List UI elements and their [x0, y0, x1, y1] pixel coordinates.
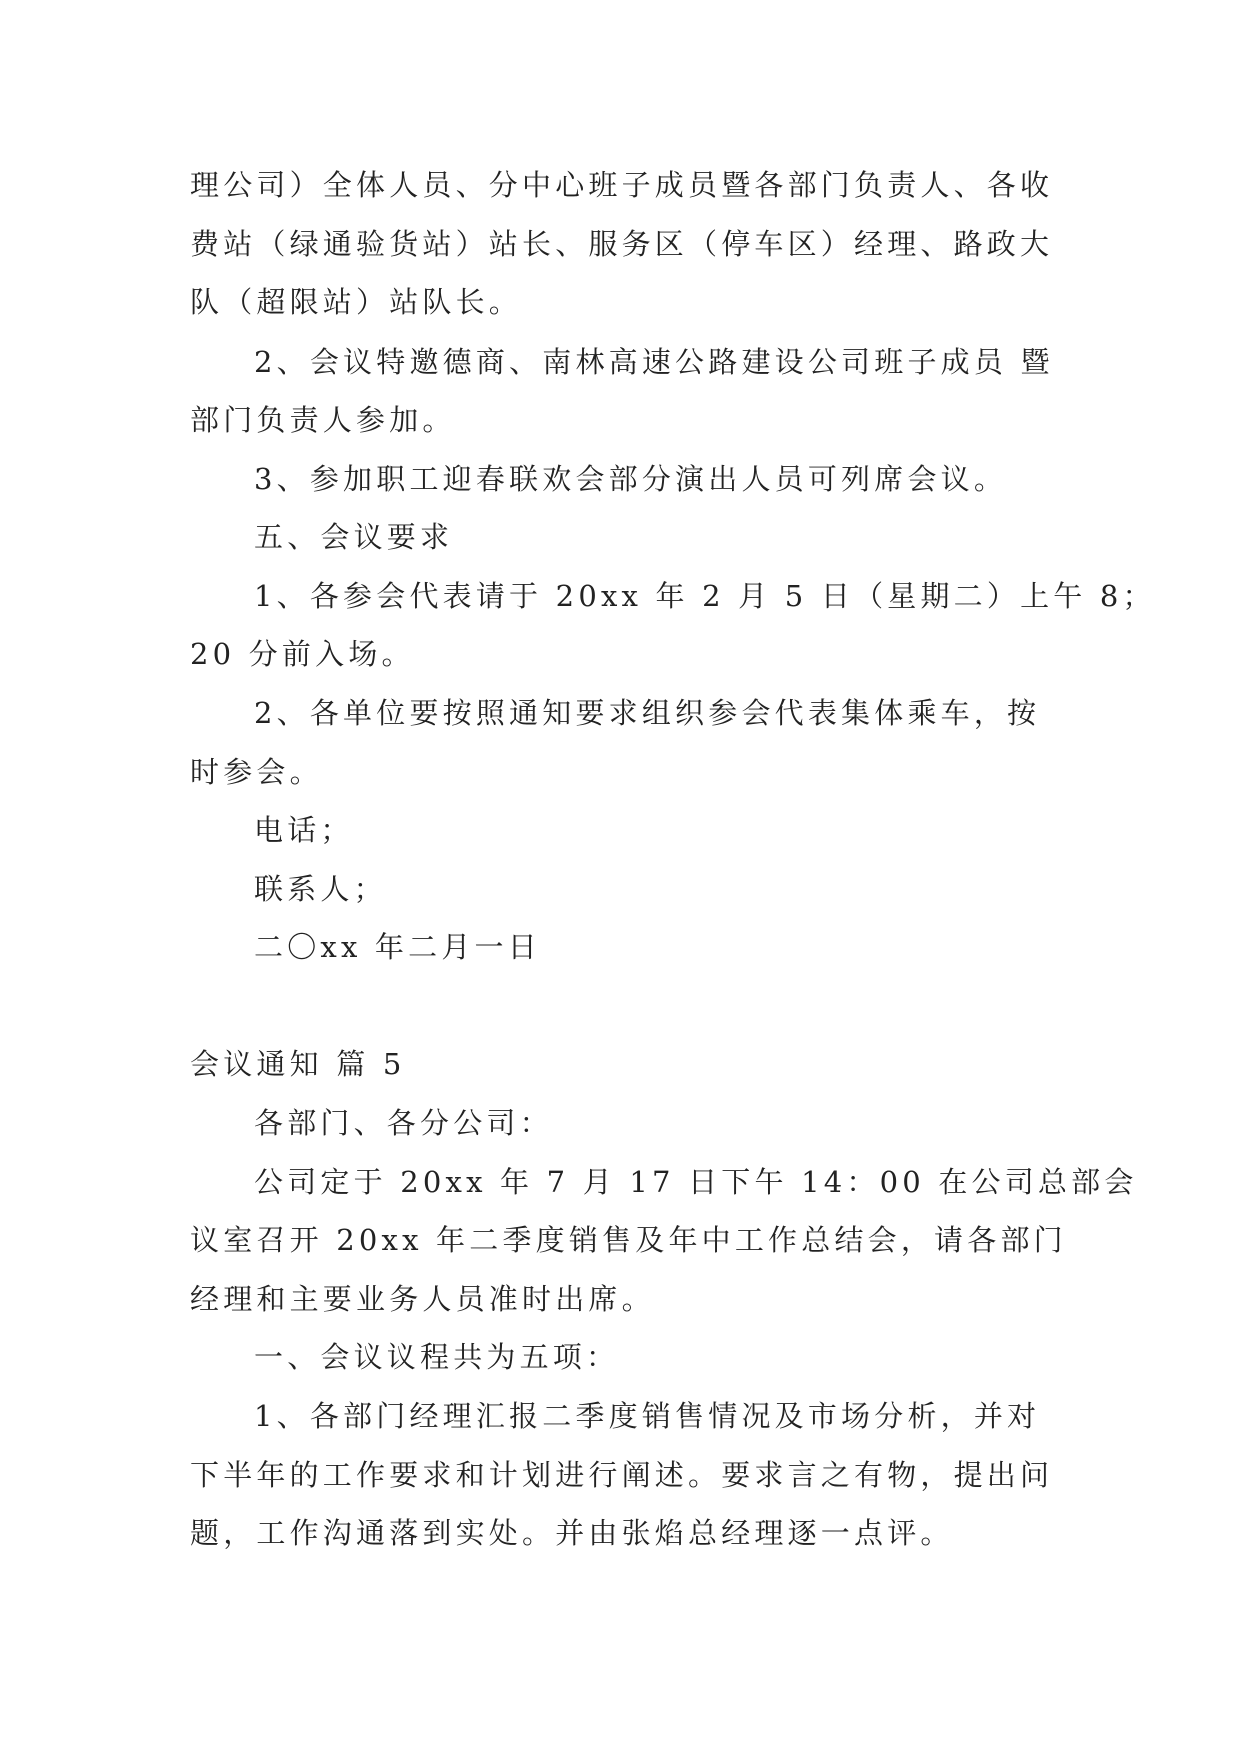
- paragraph-line: 理公司）全体人员、分中心班子成员暨各部门负责人、各收: [190, 168, 1054, 202]
- paragraph-line: 3、参加职工迎春联欢会部分演出人员可列席会议。: [254, 462, 1008, 496]
- paragraph-line: 题，工作沟通落到实处。并由张焰总经理逐一点评。: [190, 1516, 954, 1550]
- paragraph-line: 1、各参会代表请于 20xx 年 2 月 5 日（星期二）上午 8；: [254, 579, 1156, 613]
- article-title: 会议通知 篇 5: [190, 1047, 406, 1081]
- paragraph-line: 2、各单位要按照通知要求组织参会代表集体乘车，按: [254, 696, 1041, 730]
- paragraph-line: 2、会议特邀德商、南林高速公路建设公司班子成员 暨: [254, 345, 1054, 379]
- date-line: 二〇xx 年二月一日: [254, 930, 541, 964]
- section-heading: 五、会议要求: [254, 520, 454, 554]
- paragraph-line: 公司定于 20xx 年 7 月 17 日下午 14：00 在公司总部会: [254, 1165, 1138, 1199]
- section-heading: 一、会议议程共为五项：: [254, 1340, 620, 1374]
- phone-line: 电话；: [254, 813, 354, 847]
- salutation: 各部门、各分公司：: [254, 1106, 553, 1140]
- paragraph-line: 经理和主要业务人员准时出席。: [190, 1282, 655, 1316]
- paragraph-line: 议室召开 20xx 年二季度销售及年中工作总结会，请各部门: [190, 1223, 1067, 1257]
- paragraph-line: 部门负责人参加。: [190, 403, 456, 437]
- paragraph-line: 队（超限站）站队长。: [190, 285, 523, 319]
- paragraph-line: 下半年的工作要求和计划进行阐述。要求言之有物，提出问: [190, 1458, 1054, 1492]
- paragraph-line: 时参会。: [190, 755, 323, 789]
- paragraph-line: 费站（绿通验货站）站长、服务区（停车区）经理、路政大: [190, 227, 1054, 261]
- paragraph-line: 20 分前入场。: [190, 637, 415, 671]
- paragraph-line: 1、各部门经理汇报二季度销售情况及市场分析，并对: [254, 1399, 1041, 1433]
- contact-line: 联系人；: [254, 872, 387, 906]
